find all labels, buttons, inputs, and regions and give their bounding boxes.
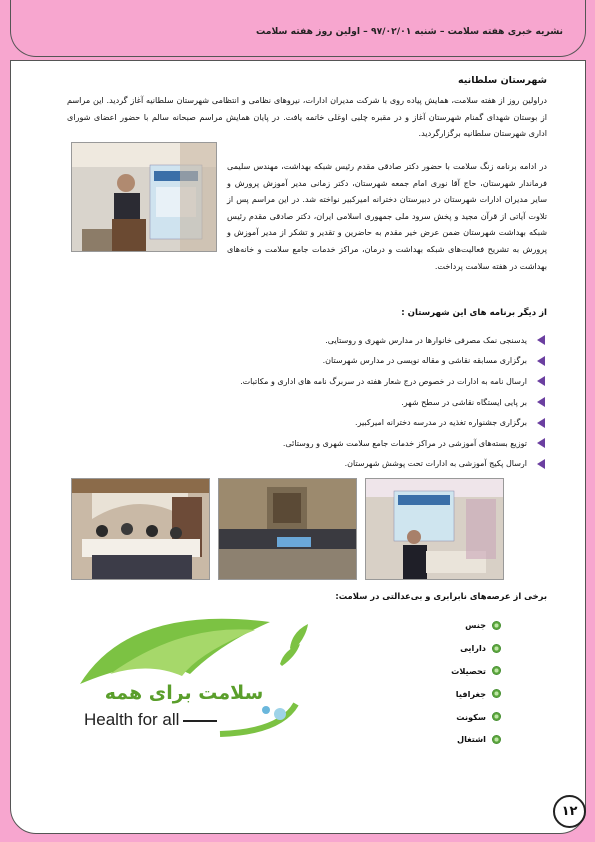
photo-meeting-table — [71, 478, 210, 580]
article-paragraph-1: دراولین روز از هفته سلامت، همایش پیاده روی با شرکت مدیران ادارات، نیروهای نظامی و انتظامی شهرستان سلطانیه آغاز گردید. این مراسم از بوستان شهدای گمنام شهرستان آغاز و در مقبره چلبی اوغلی خاتمه یافت. در پایان همایش مراسم صبحانه سالم با حضور اعضای شورای اداری شهرستان سلطانیه برگزارگردید. — [67, 95, 547, 139]
programs-list — [75, 330, 545, 474]
triangle-bullet-icon — [537, 397, 545, 407]
triangle-bullet-icon — [537, 356, 545, 366]
list-item: توزیع بسته‌های آموزشی در مراکز خدمات جامع سلامت شهری و روستائی. — [75, 433, 545, 454]
header-banner — [10, 0, 586, 57]
green-flower-bullet-icon — [492, 689, 501, 698]
photo-speaker-podium — [71, 142, 217, 252]
page-number: ۱۲ — [553, 795, 586, 828]
green-flower-bullet-icon — [492, 666, 501, 675]
logo-english-text: Health for all — [84, 710, 217, 730]
green-flower-bullet-icon — [492, 644, 501, 653]
list-item: بر پایی ایستگاه نقاشی در سطح شهر. — [75, 392, 545, 413]
health-for-all-logo — [70, 614, 316, 746]
list-item: برگزاری جشنواره تغذیه در مدرسه دخترانه امیرکبیر. — [75, 412, 545, 433]
green-flower-bullet-icon — [492, 735, 501, 744]
photo-speaker-banner — [365, 478, 504, 580]
green-flower-bullet-icon — [492, 621, 501, 630]
photo-group-outdoor — [218, 478, 357, 580]
inequality-heading: برخی از عرصه‌های نابرابری و بی‌عدالتی در سلامت: — [335, 591, 547, 601]
logo-underline — [183, 720, 217, 722]
inequality-list — [451, 614, 501, 751]
triangle-bullet-icon — [537, 459, 545, 469]
list-item: اشتغال — [451, 728, 501, 751]
list-item: ارسال پکیج آموزشی به ادارات تحت پوشش شهرستان. — [75, 454, 545, 475]
article-paragraph-2-text: در ادامه برنامه زنگ سلامت با حضور دکتر صادقی مقدم رئیس شبکه بهداشت، مهندس سلیمی فرماندار شهرستان، حاج آقا نوری امام جمعه شهرستان، دکتر زمانی مدیر آموزش پرورش و سایر مدیران ادارات شهرستان در دبیرستان دخترانه امیرکبیر نواخته شد. در این مراسم پس از تلاوت آیاتی از قرآن مجید و پخش سرود ملی جمهوری اسلامی ایران، دکتر صادقی مقدم رئیس شبکه بهداشت شهرستان ضمن عرض خیر مقدم به حاضرین و تقدیر و تشکر از مدیر آموزش و پرورش به تشریح فعالیت‌های شبکه بهداشت و درمان، مراکز خدمات جامع سلامت و خانه‌های بهداشت در هفته سلامت پرداخت. — [227, 161, 547, 271]
list-item: جنس — [451, 614, 501, 637]
list-item: جغرافیا — [451, 682, 501, 705]
triangle-bullet-icon — [537, 376, 545, 386]
list-item: دارایی — [451, 637, 501, 660]
article-heading: شهرستان سلطانیه — [458, 75, 547, 86]
list-item: یدسنجی نمک مصرفی خانوارها در مدارس شهری و روستایی. — [75, 330, 545, 351]
list-item: برگزاری مسابقه نقاشی و مقاله نویسی در مدارس شهرستان. — [75, 351, 545, 372]
list-item: ارسال نامه به ادارات در خصوص درج شعار هفته در سربرگ نامه های اداری و مکاتبات. — [75, 371, 545, 392]
logo-persian-text: سلامت برای همه — [104, 682, 264, 704]
triangle-bullet-icon — [537, 438, 545, 448]
newsletter-title: نشریه خبری هفته سلامت – شنبه ۹۷/۰۲/۰۱ – اولین روز هفته سلامت — [256, 26, 563, 37]
triangle-bullet-icon — [537, 335, 545, 345]
list-item: سکونت — [451, 705, 501, 728]
green-flower-bullet-icon — [492, 712, 501, 721]
triangle-bullet-icon — [537, 418, 545, 428]
programs-heading: از دیگر برنامه های این شهرستان : — [401, 308, 547, 318]
list-item: تحصیلات — [451, 660, 501, 683]
